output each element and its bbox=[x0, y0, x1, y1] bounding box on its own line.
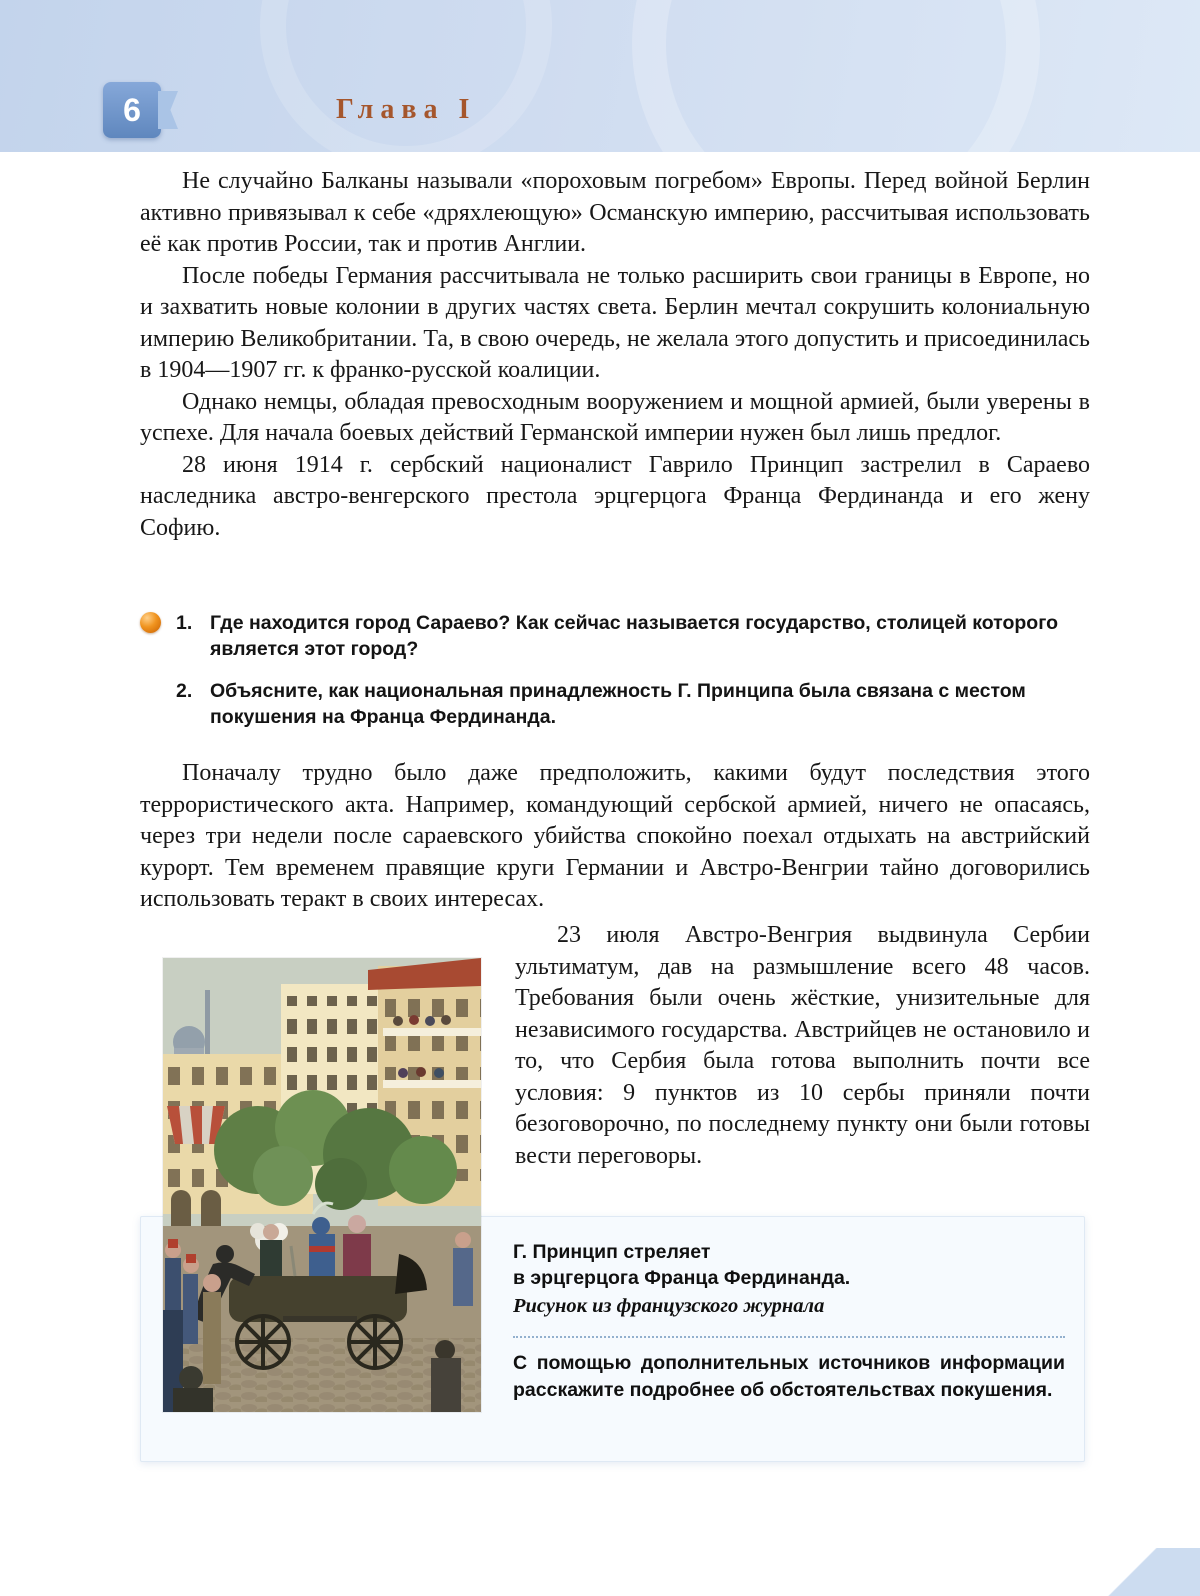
task-text: С помощью дополнительных источников информации расскажите подробнее об обстоятельствах покушения. bbox=[513, 1352, 1065, 1401]
question-number: 2. bbox=[176, 680, 193, 702]
decorative-header-band bbox=[0, 0, 1200, 152]
body-text-block bbox=[140, 758, 1090, 916]
body-paragraph: Не случайно Балканы называли «пороховым погребом» Европы. Перед войной Берлин активно привязывал к себе «дряхлеющую» Османскую империю, рассчитывая использовать её как против России, так и против Англии. bbox=[140, 168, 1090, 257]
question-text: Где находится город Сараево? Как сейчас называется государство, столицей которого является этот город? bbox=[210, 612, 1058, 660]
body-paragraph: 23 июля Австро-Венгрия выдвинула Сербии ультиматум, дав на размышление всего 48 часов. Требования были очень жёсткие, унизительные для независимого государства. Австрийцев не остановило и то, что Сербия была готова выполнить почти все условия: 9 пунктов из 10 сербы приняли почти безоговорочно, по последнему пункту они были готовы вести переговоры. bbox=[515, 922, 1090, 1169]
question-number: 1. bbox=[176, 612, 193, 634]
body-paragraph: 28 июня 1914 г. сербский националист Гаврило Принцип застрелил в Сараево наследника австро-венгерского престола эрцгерцога Франца Фердинанда и его жену Софию. bbox=[140, 451, 1090, 541]
page-number: 6 bbox=[123, 91, 141, 128]
body-paragraph: Поначалу трудно было даже предположить, какими будут последствия этого террористического акта. Например, командующий сербской армией, ничего не опасаясь, через три недели после сараевского убийства спокойно поехал отдыхать на австрийский курорт. Тем временем правящие круги Германии и Австро-Венгрии тайно договорились использовать теракт в своих интересах. bbox=[140, 760, 1090, 912]
question-text: Объясните, как национальная принадлежность Г. Принципа была связана с местом покушения на Франца Фердинанда. bbox=[210, 680, 1026, 728]
body-text-block bbox=[140, 166, 1090, 544]
wrapped-text-column bbox=[515, 920, 1090, 1172]
page-number-tab bbox=[103, 82, 161, 138]
caption-source: Рисунок из французского журнала bbox=[513, 1295, 825, 1317]
figure-caption-content bbox=[513, 1239, 1073, 1404]
chapter-title: Глава I bbox=[336, 94, 477, 125]
caption-line: Г. Принцип стреляет bbox=[513, 1241, 711, 1263]
body-paragraph: После победы Германия рассчитывала не только расширить свои границы в Европе, но и захватить новые колонии в других частях света. Берлин мечтал сокрушить колониальную империю Великобритании. Та, в свою очередь, не желала этого допустить и присоединилась в 1904—1907 гг. к франко-русской коалиции. bbox=[140, 262, 1090, 383]
caption-line: в эрцгерцога Франца Фердинанда. bbox=[513, 1267, 851, 1289]
body-paragraph: Однако немцы, обладая превосходным вооружением и мощной армией, были уверены в успехе. Для начала боевых действий Германской империи нужен был лишь предлог. bbox=[140, 388, 1090, 446]
question-item bbox=[140, 678, 1090, 730]
question-item bbox=[140, 610, 1090, 662]
corner-decoration bbox=[1080, 1548, 1200, 1596]
dotted-divider bbox=[513, 1336, 1065, 1338]
princip-assassination-drawing bbox=[163, 958, 481, 1412]
questions-block bbox=[140, 610, 1090, 746]
assassination-illustration bbox=[163, 958, 481, 1412]
question-bullet-icon bbox=[140, 612, 161, 633]
